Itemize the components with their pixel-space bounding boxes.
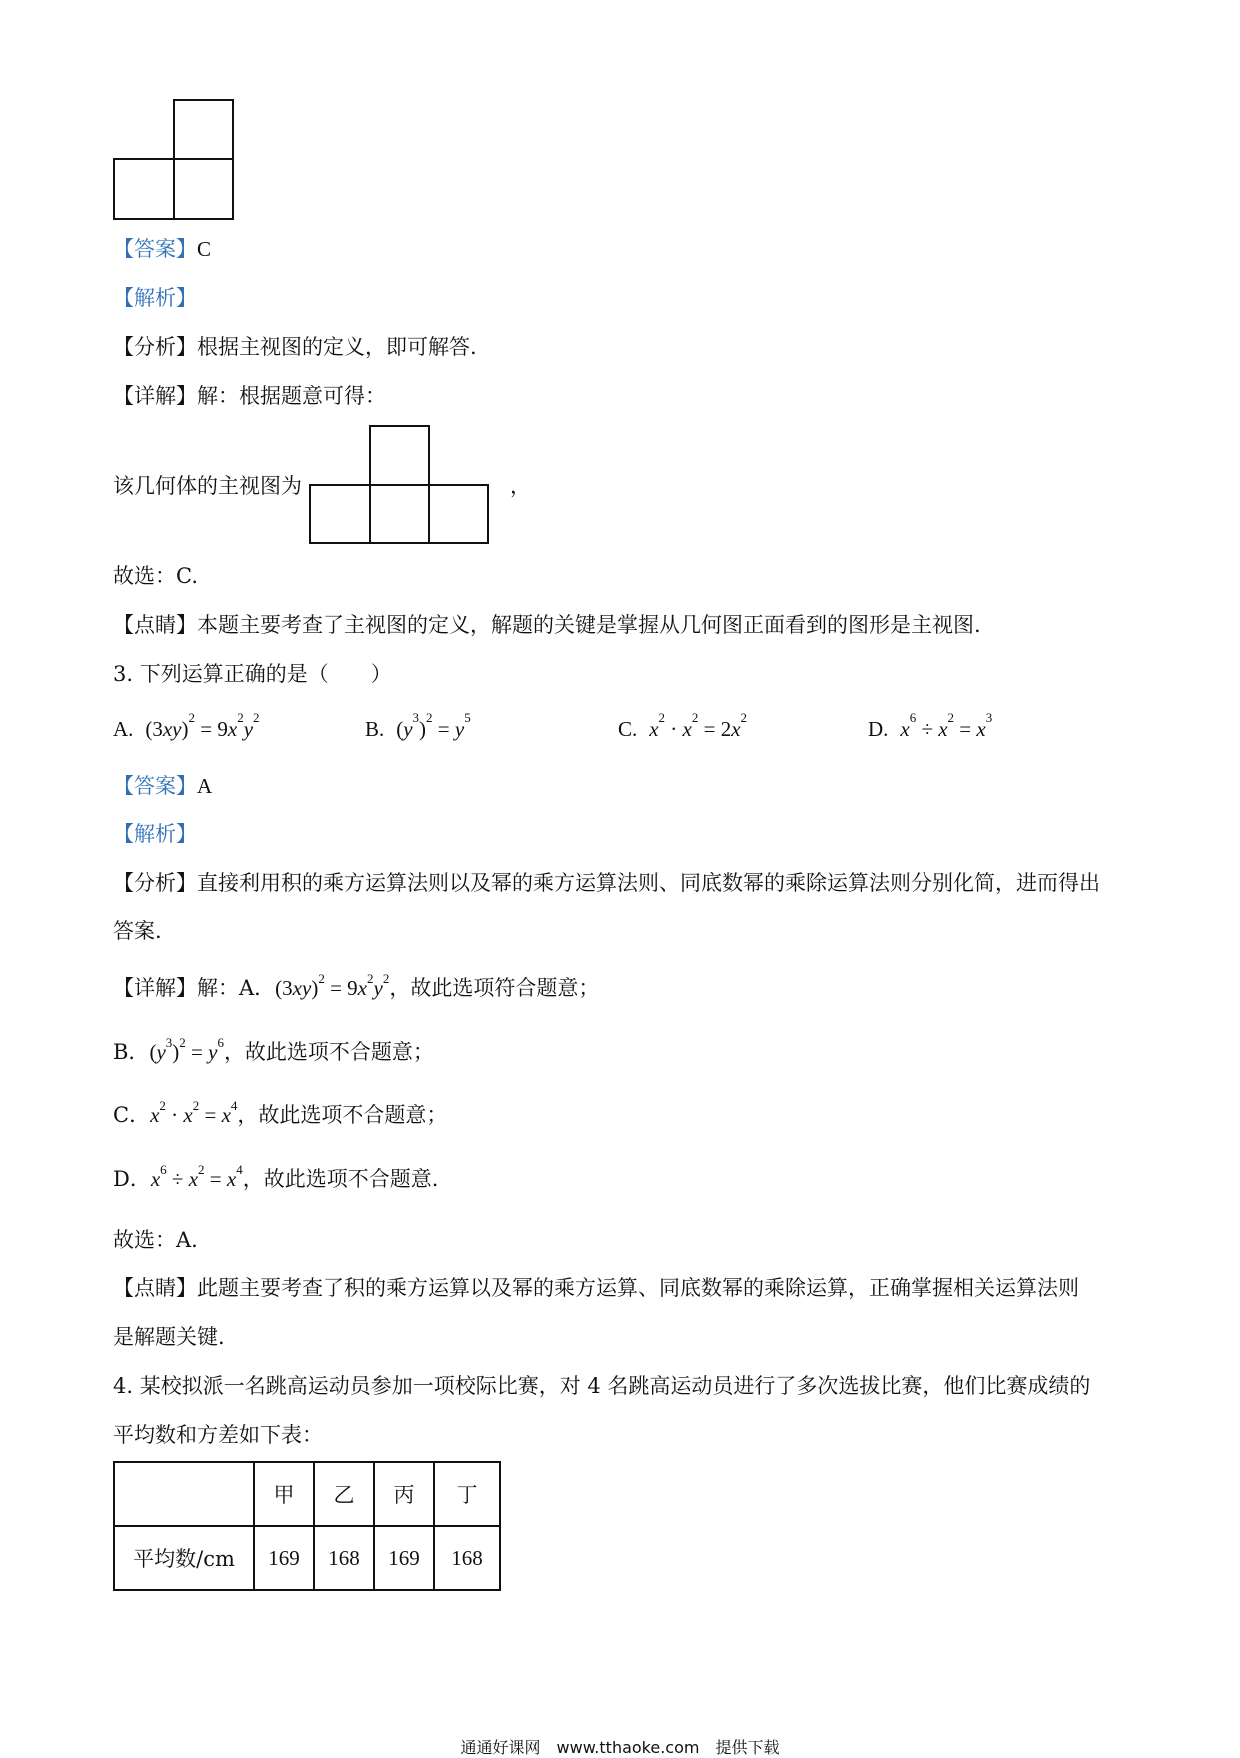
figure-square bbox=[369, 484, 430, 544]
q3-option-d: D. $x^6 \div x^2 = x^3$ bbox=[868, 710, 993, 741]
table-header-cell: 甲 bbox=[254, 1462, 314, 1526]
option-label: D. bbox=[868, 717, 889, 741]
q3-stem: 3. 下列运算正确的是（ ） bbox=[113, 662, 392, 686]
detail-label: C． bbox=[113, 1103, 151, 1127]
table-header-cell: 乙 bbox=[314, 1462, 374, 1526]
q3-fenxi-line1 bbox=[113, 869, 1100, 897]
option-label: A. bbox=[113, 717, 134, 741]
option-label: C. bbox=[618, 717, 638, 741]
option-label: B. bbox=[365, 717, 385, 741]
q3-dianjing-line2: 是解题关键. bbox=[113, 1325, 225, 1349]
q2-dianjing bbox=[113, 611, 981, 639]
q3-answer bbox=[113, 772, 212, 800]
dianjing-text: 本题主要考查了主视图的定义，解题的关键是掌握从几何图正面看到的图形是主视图. bbox=[197, 613, 981, 637]
q2-xiangjie bbox=[113, 382, 386, 410]
figure-square bbox=[173, 99, 234, 160]
xiangjie-tag: 【详解】 bbox=[113, 976, 197, 1000]
q3-analysis-tag: 【解析】 bbox=[113, 822, 197, 846]
answer-value: C bbox=[197, 237, 212, 261]
table-cell: 168 bbox=[314, 1526, 374, 1590]
q3-option-a: A. $(3xy)^2 = 9x^2y^2$ bbox=[113, 710, 260, 741]
xiangjie-lead: 解：A． bbox=[197, 976, 276, 1000]
figure-square bbox=[173, 158, 234, 220]
q3-dianjing-line1 bbox=[113, 1274, 1079, 1302]
xiangjie-text: 解：根据题意可得： bbox=[197, 384, 386, 408]
detail-label: D． bbox=[113, 1167, 151, 1191]
xiangjie-tag: 【详解】 bbox=[113, 384, 197, 408]
table-header-cell: 丁 bbox=[434, 1462, 500, 1526]
q3-option-c: C. $x^2 \cdot x^2 = 2x^2$ bbox=[618, 710, 748, 741]
table-cell: 168 bbox=[434, 1526, 500, 1590]
q4-stem-line1: 4. 某校拟派一名跳高运动员参加一项校际比赛，对 4 名跳高运动员进行了多次选拔比赛，他们比赛成绩的 bbox=[113, 1374, 1091, 1398]
fenxi-tag: 【分析】 bbox=[113, 871, 197, 895]
dianjing-tag: 【点睛】 bbox=[113, 613, 197, 637]
fenxi-tag: 【分析】 bbox=[113, 335, 197, 359]
table-header-cell bbox=[114, 1462, 254, 1526]
q3-detail-d: D．$x^6 \div x^2 = x^4$，故此选项不合题意. bbox=[113, 1162, 439, 1191]
q3-fenxi-line2: 答案. bbox=[113, 919, 162, 943]
detail-text: ，故此选项不合题意. bbox=[242, 1167, 439, 1191]
page-footer: 通通好课网 www.tthaoke.com 提供下载 bbox=[460, 1738, 780, 1757]
scores-table bbox=[113, 1461, 501, 1591]
q3-detail-b: B．$(y^3)^2 = y^6$，故此选项不合题意； bbox=[113, 1035, 434, 1064]
figure-square bbox=[309, 484, 371, 544]
q2-fenxi bbox=[113, 333, 477, 361]
fenxi-text: 直接利用积的乘方运算法则以及幂的乘方运算法则、同底数幂的乘除运算法则分别化简，进而得出 bbox=[197, 871, 1100, 895]
table-cell: 169 bbox=[374, 1526, 434, 1590]
q3-detail-a: 【详解】解：A．$(3xy)^2 = 9x^2y^2$，故此选项符合题意； bbox=[113, 971, 600, 1000]
answer-tag: 【答案】 bbox=[113, 237, 197, 261]
detail-text: ，故此选项符合题意； bbox=[389, 976, 600, 1000]
dianjing-text: 此题主要考查了积的乘方运算以及幂的乘方运算、同底数幂的乘除运算，正确掌握相关运算法则 bbox=[197, 1276, 1079, 1300]
table-cell: 169 bbox=[254, 1526, 314, 1590]
dianjing-tag: 【点睛】 bbox=[113, 1276, 197, 1300]
view-comma: ， bbox=[510, 474, 531, 498]
q2-view-text: 该几何体的主视图为 bbox=[113, 474, 302, 498]
table-header-row bbox=[114, 1462, 500, 1526]
detail-text: ，故此选项不合题意； bbox=[223, 1040, 434, 1064]
q2-analysis-tag: 【解析】 bbox=[113, 286, 197, 310]
q2-answer bbox=[113, 235, 211, 263]
figure-square bbox=[428, 484, 489, 544]
q4-stem-line2: 平均数和方差如下表： bbox=[113, 1423, 323, 1447]
figure-square bbox=[369, 425, 430, 486]
answer-tag: 【答案】 bbox=[113, 774, 197, 798]
detail-text: ，故此选项不合题意； bbox=[237, 1103, 448, 1127]
detail-label: B． bbox=[113, 1040, 150, 1064]
q2-conclusion: 故选：C. bbox=[113, 564, 198, 588]
q3-option-b: B. $(y^3)^2 = y^5$ bbox=[365, 710, 471, 741]
table-row-label: 平均数/cm bbox=[114, 1526, 254, 1590]
fenxi-text: 根据主视图的定义，即可解答. bbox=[197, 335, 477, 359]
figure-square bbox=[113, 158, 175, 220]
answer-value: A bbox=[197, 774, 213, 798]
q3-detail-c: C．$x^2 \cdot x^2 = x^4$，故此选项不合题意； bbox=[113, 1098, 448, 1127]
q3-conclusion: 故选：A. bbox=[113, 1228, 198, 1252]
table-header-cell: 丙 bbox=[374, 1462, 434, 1526]
table-row bbox=[114, 1526, 500, 1590]
